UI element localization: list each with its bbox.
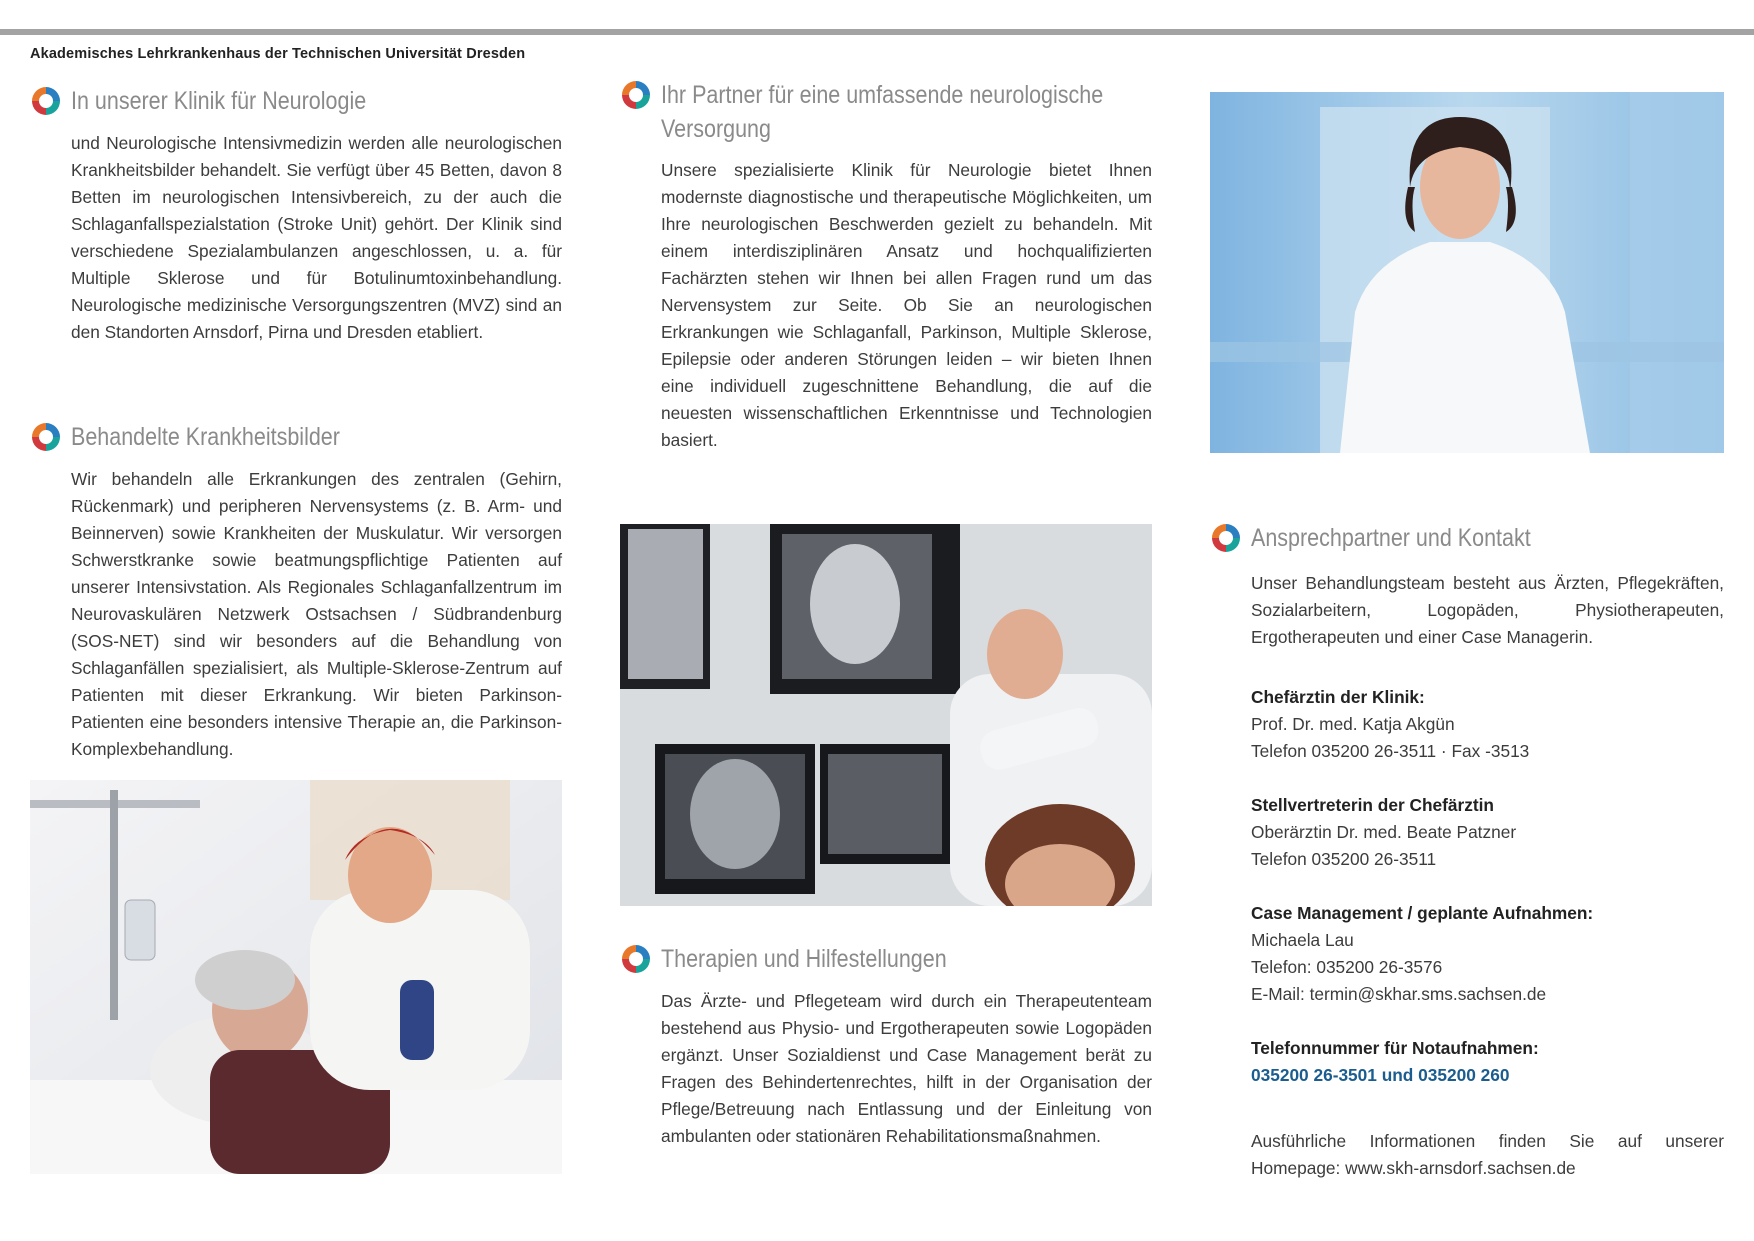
clinic-logo-icon [1210, 522, 1242, 554]
case-management-name: Michaela Lau [1251, 930, 1354, 950]
heading-krankheitsbilder [30, 420, 384, 454]
clinic-logo-icon [620, 943, 652, 975]
nurse-patient-photo [30, 780, 562, 1174]
paragraph-homepage: Ausführliche Informationen finden Sie auf unserer Homepage: www.skh-arnsdorf.sachsen.de [1251, 1131, 1724, 1178]
doctor-xray-monitors-photo [620, 524, 1152, 906]
clinic-logo-icon [620, 79, 652, 111]
paragraph-partner: Unsere spezialisierte Klinik für Neurologie bietet Ihnen modernste diagnostische und therapeutische Möglichkeiten, um Ihre neurologischen Beschwerden gezielt zu behandeln. Mit einem interdisziplinären Ansatz und hochqualifizierten Fachärzten stehen wir Ihnen bei allen Fragen rund um das Nervensystem zur Seite. Ob Sie an neurologischen Erkrankungen wie Schlaganfall, Parkinson, Multiple Sklerose, Epilepsie oder anderen Störungen leiden – wir bieten Ihnen eine individuell zugeschnittene Behandlung, die auf die neuesten wissenschaftlichen Erkenntnisse und Technologien basiert. [661, 160, 1152, 450]
header-tagline: Akademisches Lehrkrankenhaus der Technischen Universität Dresden [30, 46, 526, 62]
section-title: Ansprechpartner und Kontakt [1251, 524, 1531, 552]
notfall-numbers[interactable]: 035200 26-3501 und 035200 260 [1251, 1065, 1510, 1085]
clinic-logo-icon [30, 421, 62, 453]
clinic-logo-icon [30, 85, 62, 117]
paragraph-neurologie: und Neurologische Intensivmedizin werden alle neurologischen Krankheitsbilder behandelt. Sie verfügt über 45 Betten, davon 8 Betten im neurologischen Intensivbereich, zu der auch die Schlaganfallspezialstation (Stroke Unit) gehört. Der Klinik sind verschiedene Spezialambulanzen angeschlossen, u. a. für Multiple Sklerose und für Botulinumtoxinbehandlung. Neurologische medizinische Versorgungszentren (MVZ) sind an den Standorten Arnsdorf, Pirna und Dresden etabliert. [71, 133, 562, 342]
stellvertreterin-label: Stellvertreterin der Chefärztin [1251, 795, 1494, 815]
case-management-label: Case Management / geplante Aufnahmen: [1251, 903, 1594, 923]
paragraph-krankheitsbilder: Wir behandeln alle Erkrankungen des zentralen (Gehirn, Rückenmark) und peripheren Nervensystems (z. B. Arm- und Beinnerven) sowie Krankheiten der Muskulatur. Wir versorgen Schwerstkranke sowie beatmungspflichtige Patienten auf unserer Intensivstation. Als Regionales Schlaganfallzentrum im Neurovaskulären Netzwerk Ostsachsen / Südbrandenburg (SOS-NET) sind wir besonders auf die Behandlung von Schlaganfällen spezialisiert, als Multiple-Sklerose-Zentrum auf Patienten mit dieser Erkrankung. Wir bieten Parkinson-Patienten eine besonders intensive Therapie an, die Parkinson-Komplexbehandlung. [71, 469, 562, 759]
chefarzt-label: Chefärztin der Klinik: [1251, 687, 1425, 707]
top-rule [0, 29, 1754, 35]
section-title: Therapien und Hilfestellungen [661, 945, 947, 973]
contact-block [1251, 684, 1731, 1089]
stellvertreterin-name: Oberärztin Dr. med. Beate Patzner [1251, 822, 1517, 842]
notfall-label: Telefonnummer für Notaufnahmen: [1251, 1038, 1539, 1058]
heading-partner [620, 78, 1175, 146]
heading-therapien [620, 942, 993, 976]
section-title: In unserer Klinik für Neurologie [71, 87, 367, 115]
chefarzt-phone: Telefon 035200 26-3511 · Fax -3513 [1251, 741, 1530, 761]
case-management-email[interactable]: E-Mail: termin@skhar.sms.sachsen.de [1251, 984, 1547, 1004]
heading-neurologie [30, 84, 414, 118]
chefarzt-name: Prof. Dr. med. Katja Akgün [1251, 714, 1455, 734]
case-management-phone: Telefon: 035200 26-3576 [1251, 957, 1443, 977]
stellvertreterin-phone: Telefon 035200 26-3511 [1251, 849, 1437, 869]
section-title-line-1: Ihr Partner für eine umfassende neurologische [661, 81, 1104, 109]
heading-kontakt [1210, 521, 1576, 555]
section-title-line-2: Versorgung [661, 115, 771, 143]
paragraph-kontakt-intro: Unser Behandlungsteam besteht aus Ärzten, Pflegekräften, Sozialarbeitern, Logopäden, Physiotherapeuten, Ergotherapeuten und einer Case Managerin. [1251, 573, 1724, 647]
paragraph-therapien: Das Ärzte- und Pflegeteam wird durch ein Therapeutenteam bestehend aus Physio- und Ergotherapeuten sowie Logopäden ergänzt. Unser Sozialdienst und Case Management berät zu Fragen des Behindertenrechtes, hilft in der Organisation der Pflege/Betreuung nach Entlassung und der Einleitung von ambulanten oder stationären Rehabilitationsmaßnahmen. [661, 991, 1152, 1146]
female-doctor-portrait-photo [1210, 92, 1724, 453]
section-title: Behandelte Krankheitsbilder [71, 423, 340, 451]
